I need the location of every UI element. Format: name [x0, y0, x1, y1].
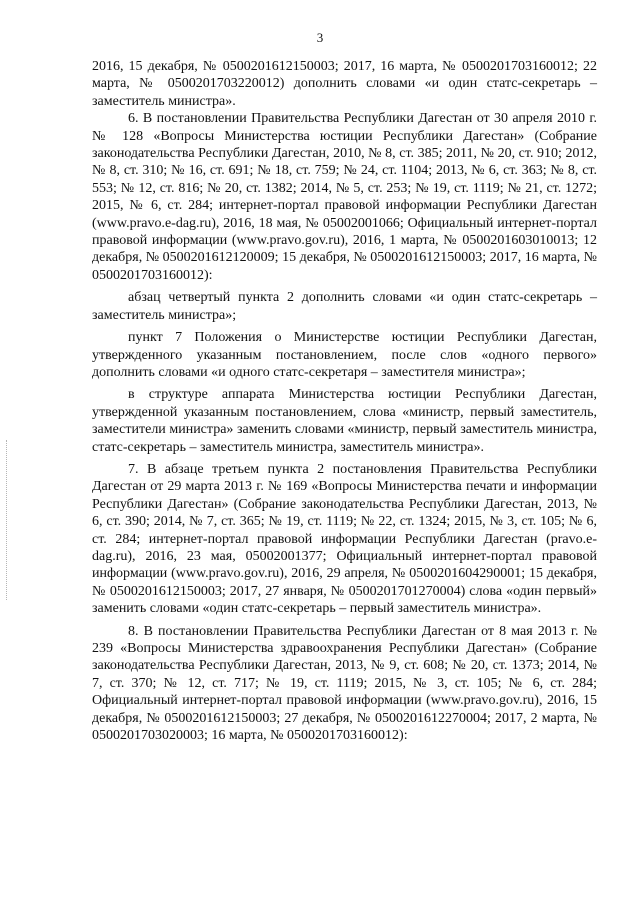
- paragraph-item-6-subpoint-2: пункт 7 Положения о Министерстве юстиции Республики Дагестан, утвержденного указанным постановлением, после слов «одного первого» дополнить словами «и одного статс-секретаря – заместителя министра»;: [92, 330, 597, 380]
- document-body: [92, 58, 597, 744]
- page-number: 3: [316, 30, 324, 45]
- paragraph-item-6-subpoint-1: абзац четвертый пункта 2 дополнить словами «и один статс-секретарь – заместитель министра»;: [92, 290, 597, 323]
- paragraph-item-6: 6. В постановлении Правительства Республики Дагестан от 30 апреля 2010 г. № 128 «Вопросы Министерства юстиции Республики Дагестан» (Собрание законодательства Республики Дагестан, 2010, № 8, ст. 385; 2011, № 20, ст. 910; 2012, № 8, ст. 310; № 16, ст. 691; № 18, ст. 759; № 24, ст. 1104; 2013, № 6, ст. 363; № 8, ст. 553; № 12, ст. 816; № 20, ст. 1382; 2014, № 5, ст. 253; № 19, ст. 1119; № 21, ст. 1272; 2015, № 6, ст. 284; интернет-портал правовой информации Республики Дагестан (www.pravo.e-dag.ru), 2016, 18 мая, № 05002001066; Официальный интернет-портал правовой информации (www.pravo.gov.ru), 2016, 1 марта, № 0500201603010013; 12 декабря, № 0500201612120009; 15 декабря, № 0500201612150003; 2017, 16 марта, № 0500201703160012):: [92, 111, 597, 283]
- paragraph-item-7: 7. В абзаце третьем пункта 2 постановления Правительства Республики Дагестан от 29 марта 2013 г. № 169 «Вопросы Министерства печати и информации Республики Дагестан» (Собрание законодательства Республики Дагестан, 2013, № 6, ст. 390; 2014, № 7, ст. 365; № 19, ст. 1119; № 22, ст. 1324; 2015, № 3, ст. 105; № 6, ст. 284; интернет-портал правовой информации Республики Дагестан (pravo.e-dag.ru), 2016, 23 мая, 05002001377; Официальный интернет-портал правовой информации (www.pravo.gov.ru), 2016, 29 апреля, № 0500201604290001; 15 декабря, № 0500201612150003; 2017, 27 января, № 0500201701270004) слова «один первый» заменить словами «один статс-секретарь – первый заместитель министра».: [92, 461, 597, 617]
- paragraph-item-8: 8. В постановлении Правительства Республики Дагестан от 8 мая 2013 г. № 239 «Вопросы Министерства здравоохранения Республики Дагестан» (Собрание законодательства Республики Дагестан, 2013, № 9, ст. 608; № 20, ст. 1373; 2014, № 7, ст. 370; № 12, ст. 717; № 19, ст. 1119; 2015, № 3, ст. 105; № 6, ст. 284; Официальный интернет-портал правовой информации (www.pravo.gov.ru), 2016, 15 декабря, № 0500201612150003; 27 декабря, № 0500201612270004; 2017, 2 марта, № 0500201703020003; 16 марта, № 0500201703160012):: [92, 623, 597, 744]
- paragraph-item-6-subpoint-3: в структуре аппарата Министерства юстиции Республики Дагестан, утвержденной указанным постановлением, слова «министр, первый заместитель, заместители министра» заменить словами «министр, первый заместитель министра, статс-секретарь – заместитель министра, заместитель министра».: [92, 387, 597, 455]
- scan-margin-marks: [6, 440, 13, 600]
- paragraph-continuation: 2016, 15 декабря, № 0500201612150003; 2017, 16 марта, № 0500201703160012; 22 марта, № 0500201703220012) дополнить словами «и один статс-секретарь – заместитель министра».: [92, 59, 597, 109]
